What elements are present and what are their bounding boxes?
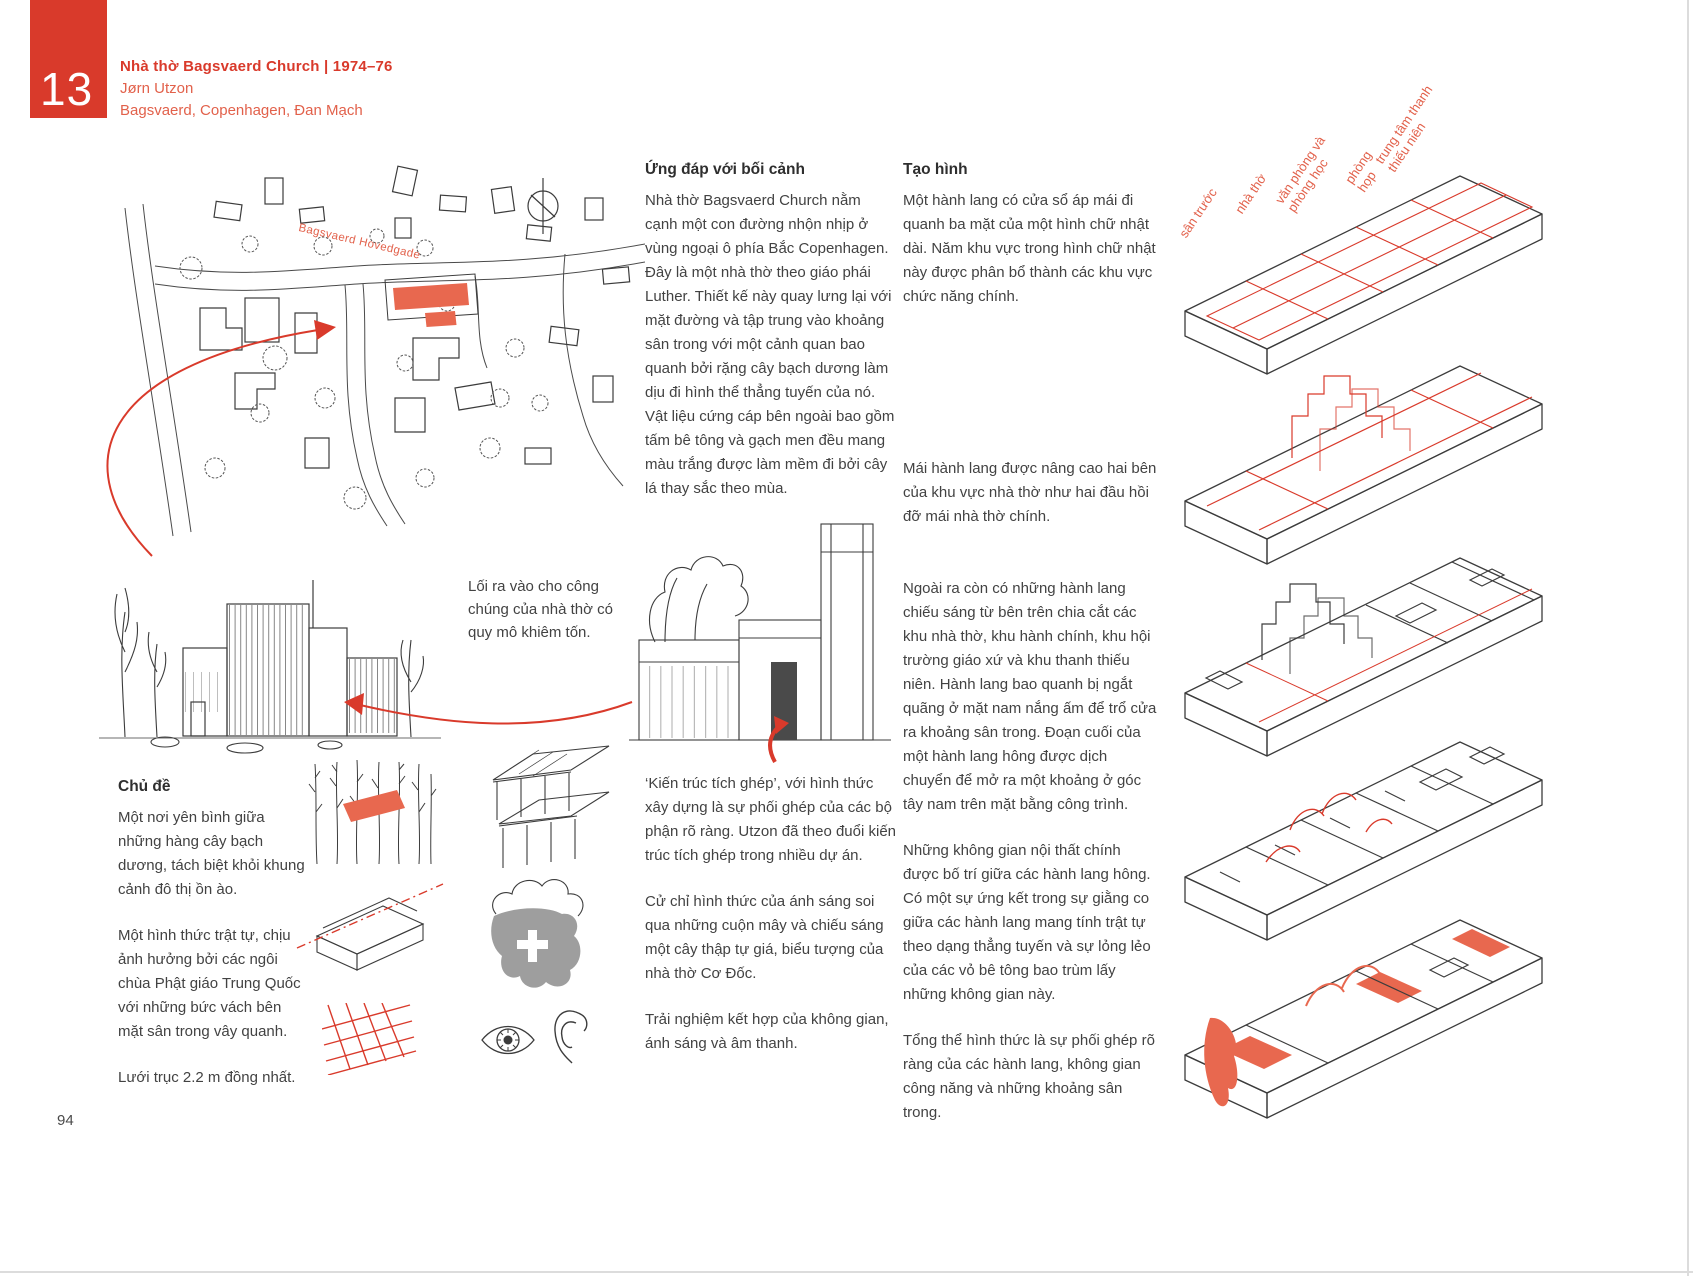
ear-icon	[548, 1005, 593, 1067]
roof-plan-highlight	[343, 790, 405, 822]
section-theme	[118, 775, 310, 1112]
entrance-caption: Lối ra vào cho công chúng của nhà thờ có quy mô khiêm tốn.	[468, 578, 613, 641]
grid-axis-dash-line	[297, 884, 443, 948]
grid-lattice-diagram	[322, 1003, 417, 1075]
zone-label-offices-classrooms: văn phòng và phòng học	[1272, 133, 1331, 215]
section-theme-paragraph: Lưới trục 2.2 m đồng nhất.	[118, 1069, 296, 1086]
pagoda-frame-diagram	[475, 742, 615, 874]
site-plan	[95, 148, 645, 538]
architect-name: Jørn Utzon	[120, 80, 194, 97]
section-form-paragraph: Những không gian nội thất chính được bố trí giữa các hành lang hông. Có một sự ứng kết trong sự giằng co giữa các hành lang mang tính trật tự theo dạng thẳng tuyến và sự lỏng lẻo của các vỏ bê tông bao trùm lấy những không gian này.	[903, 842, 1151, 1003]
section-form-heading: Tạo hình	[903, 161, 968, 178]
section-montage-paragraph: ‘Kiến trúc tích ghép’, với hình thức xây dựng là sự phối ghép của các bộ phận rõ ràng. Utzon đã theo đuổi kiến trúc tích ghép trong nhiều dự án.	[645, 775, 897, 864]
zone-label-youth-centre: trung tâm thanh thiếu niên	[1372, 82, 1436, 175]
section-theme-paragraph: Một hình thức trật tự, chịu ảnh hưởng bởi các ngôi chùa Phật giáo Trung Quốc với những bức vách bên mặt sân trong vây quanh.	[118, 927, 301, 1040]
section-form-paragraph: Mái hành lang được nâng cao hai bên của khu vực nhà thờ như hai đầu hồi đỡ mái nhà thờ chính.	[903, 460, 1157, 525]
page-title: Nhà thờ Bagsvaerd Church | 1974–76	[120, 58, 393, 75]
street-name-label: Bagsvaerd Hovedgade	[297, 222, 422, 262]
chapter-number-badge	[30, 0, 107, 118]
tree-symbols	[180, 229, 548, 509]
page-edge-right	[1687, 0, 1689, 1276]
church-footprint-highlight	[393, 283, 469, 327]
section-montage	[645, 772, 897, 1078]
section-theme-heading: Chủ đề	[118, 778, 171, 795]
zone-label-church: nhà thờ	[1232, 170, 1270, 217]
entrance-sketch	[625, 512, 895, 767]
site-plan-drawing	[95, 148, 645, 538]
section-montage-paragraph: Trải nghiệm kết hợp của không gian, ánh sáng và âm thanh.	[645, 1011, 889, 1052]
section-context-heading: Ứng đáp với bối cảnh	[645, 161, 805, 178]
section-theme-paragraph: Một nơi yên bình giữa những hàng cây bạch dương, tách biệt khỏi khung cảnh đô thị ồn ào.	[118, 809, 305, 898]
eye-icon	[478, 1018, 538, 1063]
section-form-paragraph: Một hành lang có cửa sổ áp mái đi quanh ba mặt của một hình chữ nhật dài. Năm khu vực trong hình chữ nhật này được phân bổ thành các khu vực chức năng chính.	[903, 192, 1156, 305]
courtyard-highlights	[1204, 929, 1510, 1106]
axis-order-diagram	[295, 878, 445, 973]
title-block	[120, 56, 393, 122]
section-context	[645, 158, 895, 523]
project-location: Bagsvaerd, Copenhagen, Đan Mạch	[120, 102, 363, 119]
page-edge-bottom	[0, 1271, 1693, 1273]
chapter-number: 13	[40, 63, 94, 115]
zone-label-forecourt: sân trước	[1176, 185, 1220, 241]
section-form	[903, 158, 1159, 1147]
section-montage-paragraph: Cử chỉ hình thức của ánh sáng soi qua những cuộn mây và chiếu sáng một cây thập tự giá, biểu tượng của nhà thờ Cơ Đốc.	[645, 893, 884, 982]
page-number: 94	[57, 1112, 74, 1129]
birch-grove-diagram	[305, 752, 440, 867]
cloud-cross-diagram	[478, 872, 593, 1002]
church-perspective-sketch	[95, 552, 445, 762]
axon-diagram-5-courtyards-highlighted	[1170, 890, 1565, 1130]
section-context-paragraph: Nhà thờ Bagsvaerd Church nằm cạnh một con đường nhộn nhịp ở vùng ngoại ô phía Bắc Copenhagen. Đây là một nhà thờ theo giáo phái Luther. Thiết kế này quay lưng lại với mặt đường và tập trung vào khoảng sân trong với một cảnh quan bao quanh bởi rặng cây bạch dương làm dịu đi hình thể thẳng tuyến của nó. Vật liệu cứng cáp bên ngoài bao gồm tấm bê tông và gạch men đều mang màu trắng được làm mềm đi bởi cây lá thay sắc theo mùa.	[645, 192, 895, 497]
section-form-paragraph: Tổng thể hình thức là sự phối ghép rõ ràng của các hành lang, không gian công năng và những khoảng sân trong.	[903, 1032, 1155, 1121]
section-form-paragraph: Ngoài ra còn có những hành lang chiếu sáng từ bên trên chia cắt các khu nhà thờ, khu hành chính, khu hội trường giáo xứ và khu thanh thiếu niên. Hành lang bao quanh bị ngắt quãng ở mặt nam nắng ấm để trổ cửa ra khoảng sân trong. Đoạn cuối của một hành lang hông được dịch chuyển để mở ra một khoảng ở góc tây nam trên mặt bằng công trình.	[903, 580, 1157, 813]
zone-label-meeting-room: phòng họp	[1342, 148, 1380, 195]
